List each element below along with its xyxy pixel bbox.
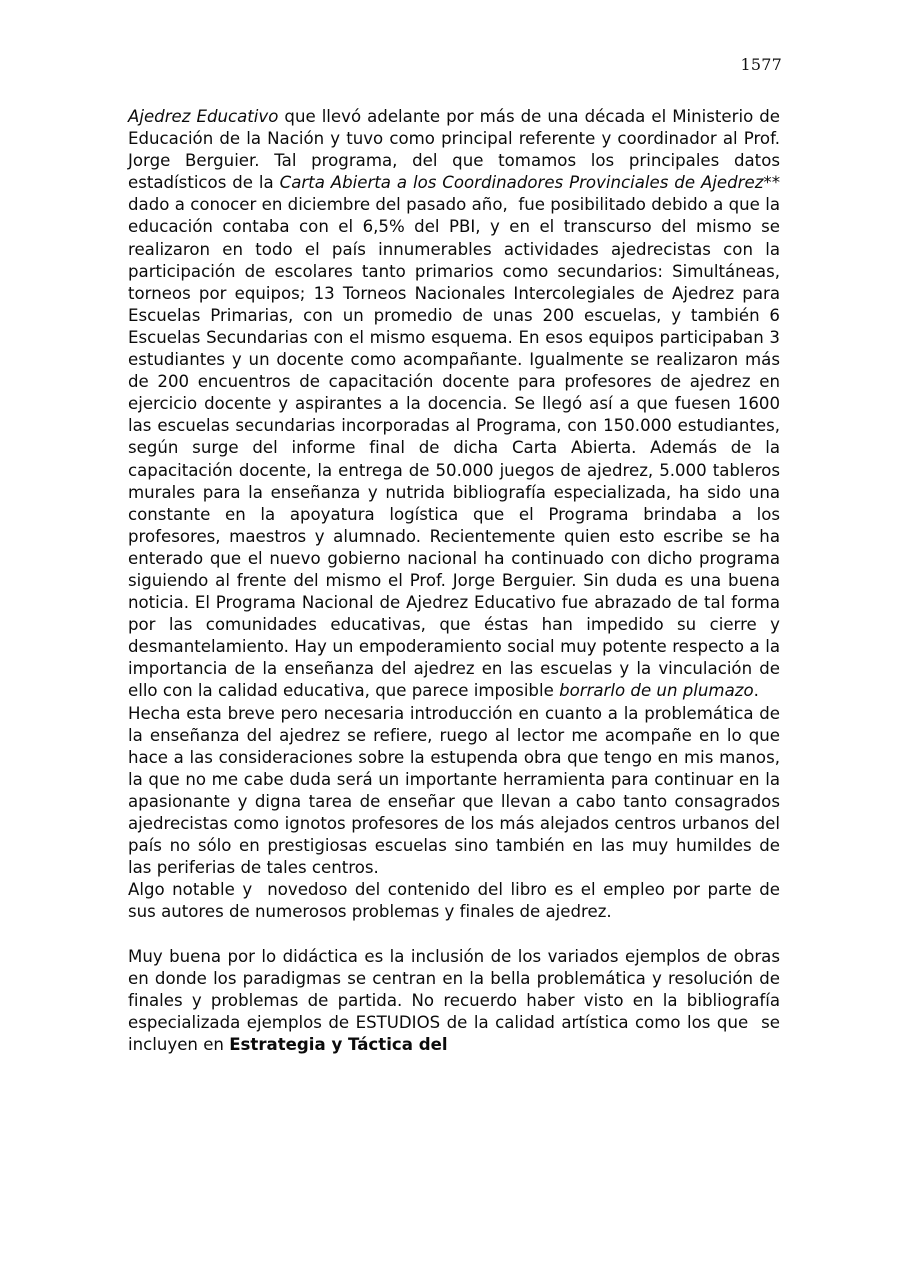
paragraph: [128, 946, 786, 1056]
text-run: Muy buena por lo didáctica es la inclusión de los variados ejemplos de obras en donde los paradigmas se centran en la bella problemática y resolución de finales y problemas de partida. No recuerdo haber visto en la bibliografía especializada ejemplos de ESTUDIOS de la calidad artística como los que se incluyen en: [128, 946, 786, 1054]
italic-text-run: borrarlo de un plumazo: [559, 681, 754, 701]
text-run: que llevó adelante por más de una década el Ministerio de Educación de la Nación y tuvo como principal referente y coordinador al Prof. Jorge Berguier. Tal programa, del que tomamos los principales datos estadísticos de la: [128, 107, 786, 193]
italic-text-run: Ajedrez Educativo: [128, 107, 279, 126]
text-run: Algo notable y novedoso del contenido del libro es el empleo por parte de sus autores de numerosos problemas y finales de ajedrez.: [128, 880, 786, 922]
body-text-column: [128, 106, 786, 1056]
italic-text-run: Carta Abierta a los Coordinadores Provinciales de Ajedrez**: [279, 173, 780, 193]
paragraph: [128, 703, 786, 880]
text-run: Hecha esta breve pero necesaria introducción en cuanto a la problemática de la enseñanza del ajedrez se refiere, ruego al lector me acompañe en lo que hace a las consideraciones sobre la estupenda obra que tengo en mis manos, la que no me cabe duda será un importante herramienta para continuar en la apasionante y digna tarea de enseñar que llevan a cabo tanto consagrados ajedrecistas como ignotos profesores de los más alejados centros urbanos del país no sólo en prestigiosas escuelas sino también en las muy humildes de las periferias de tales centros.: [128, 703, 786, 878]
text-run: .: [753, 681, 759, 701]
page-number: 1577: [740, 55, 782, 74]
text-run: dado a conocer en diciembre del pasado año, fue posibilitado debido a que la educación contaba con el 6,5% del PBI, y en el transcurso del mismo se realizaron en todo el país innumerables actividades ajedrecistas con la participación de escolares tanto primarios como secundarios: Simultáneas, torneos por equipos; 13 Torneos Nacionales Intercolegiales de Ajedrez para Escuelas Primarias, con un promedio de unas 200 escuelas, y también 6 Escuelas Secundarias con el mismo esquema. En esos equipos participaban 3 estudiantes y un docente como acompañante. Igualmente se realizaron más de 200 encuentros de capacitación docente para profesores de ajedrez en ejercicio docente y aspirantes a la docencia. Se llegó así a que fuesen 1600 las escuelas secundarias incorporadas al Programa, con 150.000 estudiantes, según surge del informe final de dicha Carta Abierta. Además de la capacitación docente, la entrega de 50.000 juegos de ajedrez, 5.000 tableros murales para la enseñanza y nutrida bibliografía especializada, ha sido una constante en la apoyatura logística que el Programa brindaba a los profesores, maestros y alumnado. Recientemente quien esto escribe se ha enterado que el nuevo gobierno nacional ha continuado con dicho programa siguiendo al frente del mismo el Prof. Jorge Berguier. Sin duda es una buena noticia. El Programa Nacional de Ajedrez Educativo fue abrazado de tal forma por las comunidades educativas, que éstas han impedido su cierre y desmantelamiento. Hay un empoderamiento social muy potente respecto a la importancia de la enseñanza del ajedrez en las escuelas y la vinculación de ello con la calidad educativa, que parece imposible: [128, 173, 786, 701]
paragraph: [128, 106, 786, 703]
paragraph: [128, 879, 786, 923]
bold-text-run: Estrategia y Táctica del: [229, 1034, 448, 1054]
